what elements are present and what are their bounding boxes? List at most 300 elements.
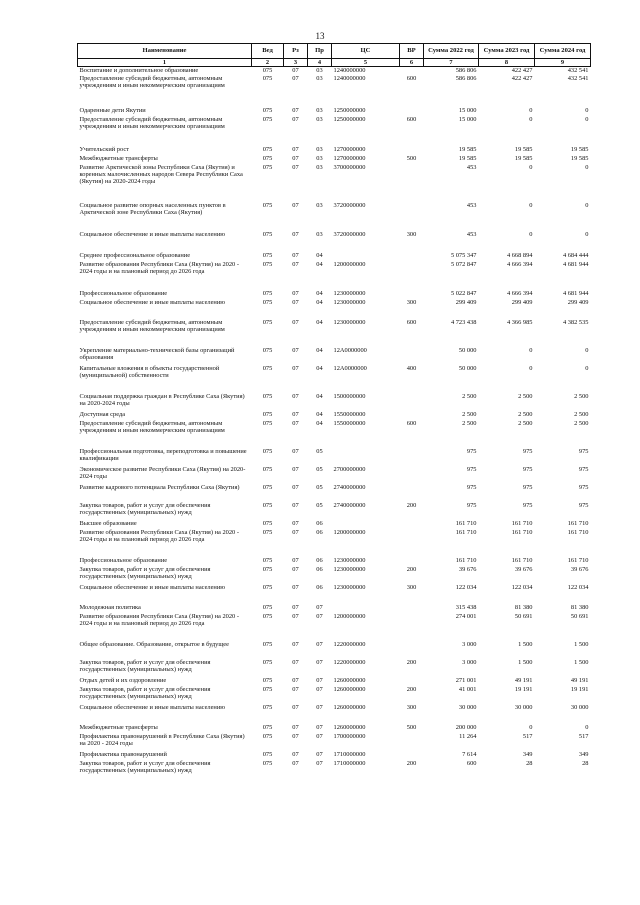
row-sum-2022: 586 806 — [455, 67, 477, 75]
row-sum-2022: 15 000 — [458, 106, 477, 114]
row-name: Экономическое развитие Республики Саха (Якутия) на 2020-2024 годы — [79, 465, 246, 480]
row-sum-2024: 1 500 — [574, 640, 589, 648]
row-sum-2024: 4 681 944 — [562, 260, 589, 268]
row-name: Социальное обеспечение и иные выплаты населению — [79, 583, 226, 591]
row-sum-2024: 1 500 — [574, 658, 589, 666]
row-sum-2024: 0 — [585, 163, 589, 171]
row-ved: 075 — [262, 759, 273, 767]
row-sum-2023: 0 — [529, 364, 533, 372]
row-ved: 075 — [262, 583, 273, 591]
row-name: Межбюджетные трансферты — [79, 723, 158, 731]
row-rz: 07 — [292, 106, 299, 114]
row-rz: 07 — [292, 723, 299, 731]
row-name: Социальное обеспечение и иные выплаты населению — [79, 230, 226, 238]
row-name: Закупка товаров, работ и услуг для обеспечения государственных (муниципальных) нужд — [79, 658, 211, 673]
row-sum-2024: 19 585 — [570, 145, 589, 153]
row-rz: 07 — [292, 556, 299, 564]
table-row — [78, 252, 591, 261]
row-rz: 07 — [292, 612, 299, 620]
table-row — [78, 604, 591, 613]
row-rz: 07 — [292, 346, 299, 354]
row-vr: 400 — [406, 364, 417, 372]
row-sum-2024: 349 — [578, 750, 589, 758]
row-ved: 075 — [262, 658, 273, 666]
row-vr: 200 — [406, 685, 417, 693]
row-pr: 03 — [316, 145, 323, 153]
row-name: Капитальные вложения в объекты государственной (муниципальной) собственности — [79, 364, 220, 379]
row-cs: 1500000000 — [333, 392, 366, 400]
row-ved: 075 — [262, 145, 273, 153]
row-cs: 1250000000 — [333, 106, 366, 114]
row-vr — [400, 252, 424, 261]
row-pr: 05 — [316, 465, 323, 473]
row-name: Отдых детей и их оздоровление — [79, 676, 167, 684]
row-sum-2024: 4 684 444 — [562, 251, 589, 259]
table-row — [78, 733, 591, 751]
row-sum-2023: 2 500 — [518, 419, 533, 427]
row-cs: 1230000000 — [333, 318, 366, 326]
table-row — [78, 290, 591, 299]
row-rz: 07 — [292, 410, 299, 418]
row-sum-2023: 517 — [522, 732, 533, 740]
row-cs: 1200000000 — [333, 528, 366, 536]
row-pr: 07 — [316, 732, 323, 740]
row-ved: 075 — [262, 67, 273, 75]
row-sum-2022: 39 676 — [458, 565, 477, 573]
row-sum-2022: 271 001 — [455, 676, 477, 684]
col-number: 9 — [535, 59, 591, 67]
row-pr: 05 — [316, 447, 323, 455]
row-ved: 075 — [262, 447, 273, 455]
row-sum-2022: 122 034 — [455, 583, 477, 591]
row-sum-2024: 122 034 — [567, 583, 589, 591]
table-row — [78, 502, 591, 520]
row-sum-2023: 30 000 — [514, 703, 533, 711]
row-ved: 075 — [262, 201, 273, 209]
table-row — [78, 75, 591, 107]
row-sum-2022: 19 585 — [458, 154, 477, 162]
row-sum-2022: 3 000 — [462, 658, 477, 666]
row-ved: 075 — [262, 501, 273, 509]
table-row — [78, 420, 591, 448]
row-name: Социальное обеспечение и иные выплаты населению — [79, 703, 226, 711]
row-cs — [332, 448, 400, 466]
row-cs: 1710000000 — [333, 750, 366, 758]
row-rz: 07 — [292, 298, 299, 306]
row-pr: 03 — [316, 115, 323, 123]
row-sum-2022: 161 710 — [455, 556, 477, 564]
row-pr: 07 — [316, 640, 323, 648]
row-rz: 07 — [292, 364, 299, 372]
row-cs: 12A0000000 — [333, 364, 367, 372]
row-sum-2023: 50 691 — [514, 612, 533, 620]
row-cs: 2700000000 — [333, 465, 366, 473]
table-row — [78, 411, 591, 420]
row-pr: 06 — [316, 528, 323, 536]
row-pr: 07 — [316, 676, 323, 684]
row-sum-2024: 30 000 — [570, 703, 589, 711]
table-row — [78, 202, 591, 231]
table-row — [78, 155, 591, 164]
row-name: Профилактика правонарушений — [79, 750, 167, 758]
table-row — [78, 347, 591, 365]
row-pr: 07 — [316, 723, 323, 731]
row-name: Развитие кадрового потенциала Республики Саха (Якутия) — [79, 483, 240, 491]
col-number: 4 — [308, 59, 332, 67]
row-sum-2023: 299 409 — [511, 298, 533, 306]
row-ved: 075 — [262, 392, 273, 400]
row-sum-2022: 975 — [466, 483, 477, 491]
row-sum-2023: 4 668 894 — [506, 251, 533, 259]
table-row — [78, 704, 591, 724]
row-sum-2023: 19 191 — [514, 685, 533, 693]
row-name: Межбюджетные трансферты — [79, 154, 158, 162]
col-number: 2 — [252, 59, 284, 67]
row-sum-2024: 975 — [578, 483, 589, 491]
row-pr: 07 — [316, 759, 323, 767]
row-cs — [332, 520, 400, 529]
row-sum-2024: 0 — [585, 723, 589, 731]
row-rz: 07 — [292, 251, 299, 259]
row-sum-2024: 432 541 — [567, 74, 589, 82]
row-pr: 03 — [316, 201, 323, 209]
row-name: Закупка товаров, работ и услуг для обеспечения государственных (муниципальных) нужд — [79, 685, 211, 700]
row-pr: 06 — [316, 519, 323, 527]
row-sum-2024: 81 380 — [570, 603, 589, 611]
row-ved: 075 — [262, 318, 273, 326]
row-cs: 1550000000 — [333, 419, 366, 427]
row-sum-2022: 2 500 — [462, 410, 477, 418]
row-cs: 3720000000 — [333, 201, 366, 209]
row-pr: 04 — [316, 260, 323, 268]
row-pr: 03 — [316, 230, 323, 238]
row-name: Предоставление субсидий бюджетным, автономным учреждениям и иным некоммерческим организациям — [79, 318, 225, 333]
row-vr — [400, 520, 424, 529]
row-vr — [400, 202, 424, 231]
row-sum-2024: 0 — [585, 106, 589, 114]
row-ved: 075 — [262, 106, 273, 114]
col-header-pr: Пр — [308, 44, 332, 59]
row-vr: 300 — [406, 703, 417, 711]
row-pr: 04 — [316, 410, 323, 418]
row-name: Социальное обеспечение и иные выплаты населению — [79, 298, 226, 306]
row-rz: 07 — [292, 163, 299, 171]
col-number: 6 — [400, 59, 424, 67]
row-name: Социальная поддержка граждан в Республике Саха (Якутия) на 2020-2024 годы — [79, 392, 245, 407]
row-cs: 1260000000 — [333, 676, 366, 684]
row-sum-2022: 7 614 — [462, 750, 477, 758]
row-pr: 06 — [316, 583, 323, 591]
row-sum-2022: 161 710 — [455, 519, 477, 527]
row-sum-2024: 2 500 — [574, 419, 589, 427]
row-sum-2022: 315 438 — [455, 603, 477, 611]
row-sum-2023: 0 — [529, 723, 533, 731]
row-ved: 075 — [262, 703, 273, 711]
row-pr: 04 — [316, 298, 323, 306]
row-ved: 075 — [262, 556, 273, 564]
row-vr — [400, 448, 424, 466]
row-rz: 07 — [292, 392, 299, 400]
row-sum-2022: 3 000 — [462, 640, 477, 648]
row-vr — [400, 107, 424, 116]
row-ved: 075 — [262, 676, 273, 684]
col-header-sum-2024: Сумма 2024 год — [535, 44, 591, 59]
table-row — [78, 146, 591, 155]
row-cs: 1710000000 — [333, 759, 366, 767]
table-row — [78, 67, 591, 75]
row-sum-2024: 161 710 — [567, 556, 589, 564]
row-vr: 600 — [406, 115, 417, 123]
row-sum-2023: 0 — [529, 163, 533, 171]
col-number: 3 — [284, 59, 308, 67]
row-vr: 300 — [406, 583, 417, 591]
row-pr: 07 — [316, 703, 323, 711]
row-rz: 07 — [292, 603, 299, 611]
row-ved: 075 — [262, 154, 273, 162]
row-rz: 07 — [292, 447, 299, 455]
row-name: Профессиональное образование — [79, 289, 168, 297]
table-row — [78, 484, 591, 502]
row-vr: 600 — [406, 74, 417, 82]
row-name: Развитие образования Республики Саха (Якутия) на 2020 - 2024 годы и на плановый период до 2026 года — [79, 612, 239, 627]
row-ved: 075 — [262, 750, 273, 758]
row-cs: 1200000000 — [333, 260, 366, 268]
row-name: Развитие образования Республики Саха (Якутия) на 2020 - 2024 годы и на плановый период до 2026 года — [79, 260, 239, 275]
row-ved: 075 — [262, 603, 273, 611]
row-vr — [400, 164, 424, 202]
col-header-cs: ЦС — [332, 44, 400, 59]
row-ved: 075 — [262, 115, 273, 123]
row-vr: 200 — [406, 759, 417, 767]
row-sum-2023: 422 427 — [511, 67, 533, 75]
row-sum-2022: 5 075 347 — [450, 251, 477, 259]
row-rz: 07 — [292, 759, 299, 767]
row-vr — [400, 261, 424, 290]
row-ved: 075 — [262, 289, 273, 297]
row-sum-2022: 2 500 — [462, 392, 477, 400]
row-ved: 075 — [262, 483, 273, 491]
row-cs: 1270000000 — [333, 154, 366, 162]
row-rz: 07 — [292, 528, 299, 536]
table-row — [78, 641, 591, 659]
row-sum-2023: 19 585 — [514, 145, 533, 153]
row-name: Воспитание и дополнительное образование — [79, 67, 199, 75]
row-pr: 07 — [316, 612, 323, 620]
row-pr: 03 — [316, 163, 323, 171]
row-rz: 07 — [292, 74, 299, 82]
row-cs: 2740000000 — [333, 483, 366, 491]
table-row — [78, 299, 591, 319]
row-ved: 075 — [262, 732, 273, 740]
row-vr: 600 — [406, 318, 417, 326]
row-rz: 07 — [292, 318, 299, 326]
row-rz: 07 — [292, 465, 299, 473]
row-sum-2023: 0 — [529, 115, 533, 123]
table-row — [78, 566, 591, 584]
row-pr: 03 — [316, 106, 323, 114]
row-vr — [400, 733, 424, 751]
row-sum-2023: 0 — [529, 201, 533, 209]
row-pr: 05 — [316, 483, 323, 491]
table-row — [78, 116, 591, 146]
row-sum-2022: 975 — [466, 501, 477, 509]
row-rz: 07 — [292, 676, 299, 684]
row-cs: 1240000000 — [333, 74, 366, 82]
row-sum-2022: 161 710 — [455, 528, 477, 536]
table-row — [78, 584, 591, 604]
row-sum-2024: 0 — [585, 201, 589, 209]
row-ved: 075 — [262, 612, 273, 620]
row-ved: 075 — [262, 74, 273, 82]
row-rz: 07 — [292, 289, 299, 297]
col-number: 7 — [424, 59, 479, 67]
row-pr: 06 — [316, 565, 323, 573]
row-vr: 200 — [406, 565, 417, 573]
row-pr: 04 — [316, 419, 323, 427]
row-sum-2024: 49 191 — [570, 676, 589, 684]
row-rz: 07 — [292, 483, 299, 491]
row-name: Учительский рост — [79, 145, 129, 153]
row-vr — [400, 751, 424, 760]
row-sum-2023: 28 — [526, 759, 533, 767]
table-row — [78, 231, 591, 252]
row-sum-2024: 50 691 — [570, 612, 589, 620]
row-rz: 07 — [292, 145, 299, 153]
row-cs: 1260000000 — [333, 703, 366, 711]
row-sum-2023: 0 — [529, 106, 533, 114]
row-name: Развитие образования Республики Саха (Якутия) на 2020 - 2024 годы и на плановый период до 2026 года — [79, 528, 239, 543]
col-header-sum-2022: Сумма 2022 год — [424, 44, 479, 59]
row-name: Укрепление материально-технической базы организаций образования — [79, 346, 235, 361]
row-sum-2024: 19 585 — [570, 154, 589, 162]
col-number: 5 — [332, 59, 400, 67]
table-row — [78, 751, 591, 760]
row-name: Закупка товаров, работ и услуг для обеспечения государственных (муниципальных) нужд — [79, 565, 211, 580]
row-ved: 075 — [262, 251, 273, 259]
row-sum-2023: 1 500 — [518, 640, 533, 648]
row-sum-2022: 15 000 — [458, 115, 477, 123]
row-name: Закупка товаров, работ и услуг для обеспечения государственных (муниципальных) нужд — [79, 759, 211, 774]
table-row — [78, 164, 591, 202]
row-sum-2024: 975 — [578, 501, 589, 509]
row-sum-2022: 200 000 — [455, 723, 477, 731]
row-pr: 04 — [316, 289, 323, 297]
page-number: 13 — [315, 31, 325, 41]
row-pr: 05 — [316, 501, 323, 509]
table-row — [78, 520, 591, 529]
row-sum-2022: 586 806 — [455, 74, 477, 82]
row-rz: 07 — [292, 732, 299, 740]
table-row — [78, 393, 591, 411]
row-rz: 07 — [292, 201, 299, 209]
row-vr — [400, 393, 424, 411]
row-sum-2023: 161 710 — [511, 528, 533, 536]
row-sum-2024: 0 — [585, 364, 589, 372]
row-name: Профессиональное образование — [79, 556, 168, 564]
row-cs: 1270000000 — [333, 145, 366, 153]
row-cs: 1240000000 — [333, 67, 366, 75]
row-cs: 3720000000 — [333, 230, 366, 238]
row-pr: 06 — [316, 556, 323, 564]
row-ved: 075 — [262, 163, 273, 171]
row-cs: 1230000000 — [333, 583, 366, 591]
row-cs: 1200000000 — [333, 612, 366, 620]
row-vr — [400, 67, 424, 75]
row-cs — [332, 252, 400, 261]
row-vr — [400, 484, 424, 502]
row-cs: 1230000000 — [333, 565, 366, 573]
row-sum-2023: 975 — [522, 483, 533, 491]
row-sum-2023: 4 666 394 — [506, 289, 533, 297]
row-vr — [400, 604, 424, 613]
row-vr — [400, 466, 424, 484]
row-sum-2024: 975 — [578, 465, 589, 473]
row-vr: 600 — [406, 419, 417, 427]
row-pr: 04 — [316, 251, 323, 259]
row-vr — [400, 677, 424, 686]
row-rz: 07 — [292, 640, 299, 648]
row-ved: 075 — [262, 260, 273, 268]
budget-table — [77, 43, 591, 778]
table-row — [78, 365, 591, 393]
row-rz: 07 — [292, 519, 299, 527]
row-cs: 3700000000 — [333, 163, 366, 171]
row-rz: 07 — [292, 419, 299, 427]
row-ved: 075 — [262, 640, 273, 648]
row-vr — [400, 641, 424, 659]
row-sum-2023: 161 710 — [511, 556, 533, 564]
row-rz: 07 — [292, 750, 299, 758]
row-ved: 075 — [262, 410, 273, 418]
row-sum-2024: 517 — [578, 732, 589, 740]
table-row — [78, 613, 591, 641]
row-sum-2023: 81 380 — [514, 603, 533, 611]
row-vr: 500 — [406, 154, 417, 162]
table-body — [78, 67, 591, 778]
row-pr: 04 — [316, 346, 323, 354]
row-sum-2023: 975 — [522, 447, 533, 455]
row-rz: 07 — [292, 501, 299, 509]
row-sum-2023: 2 500 — [518, 410, 533, 418]
row-rz: 07 — [292, 658, 299, 666]
row-sum-2022: 299 409 — [455, 298, 477, 306]
row-sum-2022: 50 000 — [458, 346, 477, 354]
row-sum-2024: 0 — [585, 230, 589, 238]
table-row — [78, 107, 591, 116]
col-header-rz: Рз — [284, 44, 308, 59]
row-vr: 200 — [406, 501, 417, 509]
table-row — [78, 448, 591, 466]
row-pr: 04 — [316, 364, 323, 372]
row-cs: 1220000000 — [333, 640, 366, 648]
row-cs: 1230000000 — [333, 556, 366, 564]
row-sum-2024: 975 — [578, 447, 589, 455]
row-pr: 07 — [316, 603, 323, 611]
row-name: Закупка товаров, работ и услуг для обеспечения государственных (муниципальных) нужд — [79, 501, 211, 516]
row-rz: 07 — [292, 115, 299, 123]
row-name: Доступная среда — [79, 410, 126, 418]
row-ved: 075 — [262, 723, 273, 731]
row-sum-2022: 274 001 — [455, 612, 477, 620]
row-sum-2023: 161 710 — [511, 519, 533, 527]
row-sum-2022: 41 001 — [458, 685, 477, 693]
row-pr: 07 — [316, 685, 323, 693]
row-name: Развитие Арктической зоны Республики Саха (Якутия) и коренных малочисленных народов Севера Республики Саха (Якутия) на 2020-2024 годы — [79, 163, 243, 186]
row-ved: 075 — [262, 685, 273, 693]
row-ved: 075 — [262, 419, 273, 427]
row-ved: 075 — [262, 528, 273, 536]
row-cs: 12A0000000 — [333, 346, 367, 354]
